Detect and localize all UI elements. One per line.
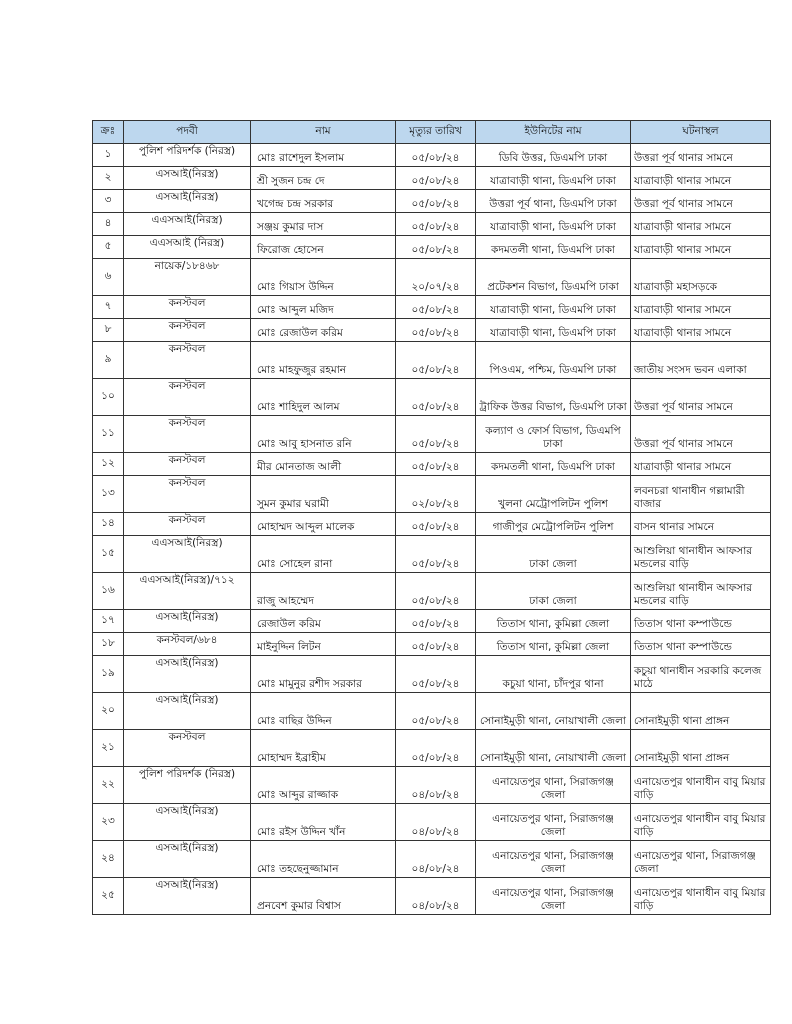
death-date-cell: ০৫/০৮/২৪ (396, 319, 476, 342)
unit-cell: গাজীপুর মেট্রোপলিটন পুলিশ (476, 513, 631, 536)
location-cell: এনায়েতপুর থানাধীন বাবু মিয়ার বাড়ি (631, 804, 771, 841)
unit-cell: সোনাইমুড়ী থানা, নোয়াখালী জেলা (476, 693, 631, 730)
death-date-cell: ০৫/০৮/২৪ (396, 144, 476, 167)
death-date-cell: ২০/০৭/২৪ (396, 259, 476, 296)
name-cell: মোঃ আবু হাসনাত রনি (251, 416, 396, 453)
death-date-cell: ০৫/০৮/২৪ (396, 416, 476, 453)
serial-cell: ৭ (93, 296, 124, 319)
unit-cell: প্রটেকশন বিভাগ, ডিএমপি ঢাকা (476, 259, 631, 296)
serial-cell: ২৩ (93, 804, 124, 841)
death-date-cell: ০৫/০৮/২৪ (396, 296, 476, 319)
unit-cell: সোনাইমুড়ী থানা, নোয়াখালী জেলা (476, 730, 631, 767)
name-cell: মোঃ আব্দুর রাজ্জাক (251, 767, 396, 804)
col-header-name: নাম (251, 121, 396, 144)
table-row (93, 610, 771, 633)
col-header-death-date: মৃত্যুর তারিখ (396, 121, 476, 144)
name-cell: মাইনুদ্দিন লিটন (251, 633, 396, 656)
serial-cell: ৮ (93, 319, 124, 342)
unit-cell: খুলনা মেট্রোপলিটন পুলিশ (476, 476, 631, 513)
serial-cell: ৪ (93, 213, 124, 236)
name-cell: খগেন্দ্র চন্দ্র সরকার (251, 190, 396, 213)
name-cell: মোঃ গিয়াস উদ্দিন (251, 259, 396, 296)
table-row (93, 633, 771, 656)
name-cell: মোঃ মাহফুজুর রহমান (251, 342, 396, 379)
serial-cell: ১২ (93, 453, 124, 476)
name-cell: মোঃ রেজাউল করিম (251, 319, 396, 342)
serial-cell: ১ (93, 144, 124, 167)
table-row (93, 144, 771, 167)
unit-cell: উত্তরা পূর্ব থানা, ডিএমপি ঢাকা (476, 190, 631, 213)
unit-cell: এনায়েতপুর থানা, সিরাজগঞ্জ জেলা (476, 767, 631, 804)
location-cell: উত্তরা পূর্ব থানার সামনে (631, 144, 771, 167)
table-row (93, 190, 771, 213)
serial-cell: ১৭ (93, 610, 124, 633)
death-date-cell: ০৫/০৮/২৪ (396, 730, 476, 767)
name-cell: প্রনবেশ কুমার বিশ্বাস (251, 878, 396, 915)
death-date-cell: ০২/০৮/২৪ (396, 476, 476, 513)
rank-cell: কনস্টবল (124, 296, 251, 319)
unit-cell: কদমতলী থানা, ডিএমপি ঢাকা (476, 453, 631, 476)
location-cell: সোনাইমুড়ী থানা প্রাঙ্গন (631, 730, 771, 767)
location-cell: উত্তরা পূর্ব থানার সামনে (631, 416, 771, 453)
rank-cell: কনস্টবল/৬৮৪ (124, 633, 251, 656)
table-row (93, 296, 771, 319)
rank-cell: কনস্টবল (124, 379, 251, 416)
serial-cell: ২২ (93, 767, 124, 804)
table-row (93, 319, 771, 342)
table-row (93, 804, 771, 841)
serial-cell: ২১ (93, 730, 124, 767)
location-cell: লবনচরা থানাধীন গল্লামারী বাজার (631, 476, 771, 513)
rank-cell: এসআই(নিরস্ত্র) (124, 190, 251, 213)
unit-cell: এনায়েতপুর থানা, সিরাজগঞ্জ জেলা (476, 804, 631, 841)
location-cell: যাত্রাবাড়ী থানার সামনে (631, 213, 771, 236)
death-date-cell: ০৪/০৮/২৪ (396, 878, 476, 915)
name-cell: মোহাম্মদ আব্দুল মালেক (251, 513, 396, 536)
table-row (93, 213, 771, 236)
death-date-cell: ০৫/০৮/২৪ (396, 213, 476, 236)
location-cell: তিতাস থানা কম্পাউন্ডে (631, 610, 771, 633)
table-row (93, 536, 771, 573)
rank-cell: পুলিশ পরিদর্শক (নিরস্ত্র) (124, 144, 251, 167)
serial-cell: ২৪ (93, 841, 124, 878)
name-cell: মোহাম্মদ ইব্রাহীম (251, 730, 396, 767)
table-row (93, 167, 771, 190)
rank-cell: কনস্টবল (124, 416, 251, 453)
table-row (93, 342, 771, 379)
location-cell: যাত্রাবাড়ী থানার সামনে (631, 296, 771, 319)
rank-cell: এএসআই(নিরস্ত্র) (124, 213, 251, 236)
name-cell: ফিরোজ হোসেন (251, 236, 396, 259)
rank-cell: এসআই(নিরস্ত্র) (124, 656, 251, 693)
table-row (93, 693, 771, 730)
name-cell: রাজু আহম্মেদ (251, 573, 396, 610)
unit-cell: ডিবি উত্তর, ডিএমপি ঢাকা (476, 144, 631, 167)
death-date-cell: ০৫/০৮/২৪ (396, 236, 476, 259)
location-cell: যাত্রাবাড়ী থানার সামনে (631, 319, 771, 342)
location-cell: যাত্রাবাড়ী থানার সামনে (631, 453, 771, 476)
rank-cell: কনস্টবল (124, 513, 251, 536)
serial-cell: ৩ (93, 190, 124, 213)
col-header-rank: পদবী (124, 121, 251, 144)
name-cell: শ্রী সুজন চন্দ্র দে (251, 167, 396, 190)
location-cell: সোনাইমুড়ী থানা প্রাঙ্গন (631, 693, 771, 730)
death-date-cell: ০৪/০৮/২৪ (396, 841, 476, 878)
serial-cell: ১০ (93, 379, 124, 416)
name-cell: মোঃ শাহিদুল আলম (251, 379, 396, 416)
table-row (93, 513, 771, 536)
location-cell: আশুলিয়া থানাধীন আফসার মন্ডলের বাড়ি (631, 573, 771, 610)
rank-cell: এসআই(নিরস্ত্র) (124, 167, 251, 190)
name-cell: সুমন কুমার ঘরামী (251, 476, 396, 513)
name-cell: মীর মোনতাজ আলী (251, 453, 396, 476)
table-row (93, 767, 771, 804)
serial-cell: ১৫ (93, 536, 124, 573)
death-date-cell: ০৫/০৮/২৪ (396, 656, 476, 693)
unit-cell: কল্যাণ ও ফোর্স বিভাগ, ডিএমপি ঢাকা (476, 416, 631, 453)
location-cell: জাতীয় সংসদ ভবন এলাকা (631, 342, 771, 379)
table-row (93, 379, 771, 416)
rank-cell: এসআই(নিরস্ত্র) (124, 841, 251, 878)
table-row (93, 730, 771, 767)
table-row (93, 476, 771, 513)
serial-cell: ৯ (93, 342, 124, 379)
death-date-cell: ০৫/০৮/২৪ (396, 633, 476, 656)
serial-cell: ১৬ (93, 573, 124, 610)
table-row (93, 453, 771, 476)
unit-cell: ট্রাফিক উত্তর বিভাগ, ডিএমপি ঢাকা (476, 379, 631, 416)
rank-cell: কনস্টবল (124, 730, 251, 767)
rank-cell: কনস্টবল (124, 453, 251, 476)
serial-cell: ১৩ (93, 476, 124, 513)
rank-cell: পুলিশ পরিদর্শক (নিরস্ত্র) (124, 767, 251, 804)
death-date-cell: ০৪/০৮/২৪ (396, 804, 476, 841)
death-date-cell: ০৪/০৮/২৪ (396, 767, 476, 804)
location-cell: যাত্রাবাড়ী থানার সামনে (631, 167, 771, 190)
table-row (93, 656, 771, 693)
death-date-cell: ০৫/০৮/২৪ (396, 513, 476, 536)
unit-cell: কচুয়া থানা, চাঁদপুর থানা (476, 656, 631, 693)
unit-cell: যাত্রাবাড়ী থানা, ডিএমপি ঢাকা (476, 213, 631, 236)
name-cell: মোঃ বাছির উদ্দিন (251, 693, 396, 730)
location-cell: উত্তরা পূর্ব থানার সামনে (631, 379, 771, 416)
unit-cell: কদমতলী থানা, ডিএমপি ঢাকা (476, 236, 631, 259)
name-cell: মোঃ রাশেদুল ইসলাম (251, 144, 396, 167)
table-header-row (93, 121, 771, 144)
location-cell: বাসন থানার সামনে (631, 513, 771, 536)
death-date-cell: ০৫/০৮/২৪ (396, 190, 476, 213)
rank-cell: কনস্টবল (124, 342, 251, 379)
name-cell: মোঃ রইস উদ্দিন খাঁন (251, 804, 396, 841)
serial-cell: ২০ (93, 693, 124, 730)
unit-cell: যাত্রাবাড়ী থানা, ডিএমপি ঢাকা (476, 167, 631, 190)
death-date-cell: ০৫/০৮/২৪ (396, 573, 476, 610)
rank-cell: এসআই(নিরস্ত্র) (124, 610, 251, 633)
table-row (93, 573, 771, 610)
rank-cell: এসআই(নিরস্ত্র) (124, 693, 251, 730)
serial-cell: ২৫ (93, 878, 124, 915)
rank-cell: এসআই(নিরস্ত্র) (124, 804, 251, 841)
name-cell: মোঃ আব্দুল মজিদ (251, 296, 396, 319)
col-header-location: ঘটনাস্থল (631, 121, 771, 144)
unit-cell: যাত্রাবাড়ী থানা, ডিএমপি ঢাকা (476, 319, 631, 342)
unit-cell: তিতাস থানা, কুমিল্লা জেলা (476, 633, 631, 656)
location-cell: এনায়েতপুর থানাধীন বাবু মিয়ার বাড়ি (631, 767, 771, 804)
name-cell: সঞ্জয় কুমার দাস (251, 213, 396, 236)
table-row (93, 259, 771, 296)
unit-cell: এনায়েতপুর থানা, সিরাজগঞ্জ জেলা (476, 878, 631, 915)
serial-cell: ১১ (93, 416, 124, 453)
location-cell: তিতাস থানা কম্পাউন্ডে (631, 633, 771, 656)
unit-cell: যাত্রাবাড়ী থানা, ডিএমপি ঢাকা (476, 296, 631, 319)
table-row (93, 236, 771, 259)
rank-cell: এএসআই (নিরস্ত্র) (124, 236, 251, 259)
rank-cell: এসআই(নিরস্ত্র) (124, 878, 251, 915)
table-row (93, 841, 771, 878)
col-header-unit: ইউনিটের নাম (476, 121, 631, 144)
rank-cell: কনস্টবল (124, 319, 251, 342)
unit-cell: এনায়েতপুর থানা, সিরাজগঞ্জ জেলা (476, 841, 631, 878)
col-header-serial: ক্রঃ (93, 121, 124, 144)
death-date-cell: ০৫/০৮/২৪ (396, 453, 476, 476)
serial-cell: ২ (93, 167, 124, 190)
unit-cell: পিওএম, পশ্চিম, ডিএমপি ঢাকা (476, 342, 631, 379)
table-row (93, 416, 771, 453)
serial-cell: ১৮ (93, 633, 124, 656)
death-date-cell: ০৫/০৮/২৪ (396, 167, 476, 190)
table-row (93, 878, 771, 915)
serial-cell: ৬ (93, 259, 124, 296)
name-cell: মোঃ সোহেল রানা (251, 536, 396, 573)
death-date-cell: ০৫/০৮/২৪ (396, 342, 476, 379)
serial-cell: ১৯ (93, 656, 124, 693)
location-cell: এনায়েতপুর থানা, সিরাজগঞ্জ জেলা (631, 841, 771, 878)
death-date-cell: ০৫/০৮/২৪ (396, 693, 476, 730)
name-cell: মোঃ মামুনুর রশীদ সরকার (251, 656, 396, 693)
rank-cell: কনস্টবল (124, 476, 251, 513)
name-cell: রেজাউল করিম (251, 610, 396, 633)
death-date-cell: ০৫/০৮/২৪ (396, 536, 476, 573)
location-cell: এনায়েতপুর থানাধীন বাবু মিয়ার বাড়ি (631, 878, 771, 915)
casualty-table (92, 120, 771, 915)
location-cell: যাত্রাবাড়ী থানার সামনে (631, 236, 771, 259)
unit-cell: ঢাকা জেলা (476, 536, 631, 573)
location-cell: উত্তরা পূর্ব থানার সামনে (631, 190, 771, 213)
serial-cell: ৫ (93, 236, 124, 259)
location-cell: যাত্রাবাড়ী মহাসড়কে (631, 259, 771, 296)
unit-cell: ঢাকা জেলা (476, 573, 631, 610)
death-date-cell: ০৫/০৮/২৪ (396, 610, 476, 633)
rank-cell: এএসআই(নিরস্ত্র) (124, 536, 251, 573)
rank-cell: নায়েক/১৮৪৬৮ (124, 259, 251, 296)
rank-cell: এএসআই(নিরস্ত্র)/৭১২ (124, 573, 251, 610)
name-cell: মোঃ তহছেনুজ্জামান (251, 841, 396, 878)
location-cell: কচুয়া থানাধীন সরকারি কলেজ মাঠে (631, 656, 771, 693)
location-cell: আশুলিয়া থানাধীন আফসার মন্ডলের বাড়ি (631, 536, 771, 573)
death-date-cell: ০৫/০৮/২৪ (396, 379, 476, 416)
serial-cell: ১৪ (93, 513, 124, 536)
unit-cell: তিতাস থানা, কুমিল্লা জেলা (476, 610, 631, 633)
